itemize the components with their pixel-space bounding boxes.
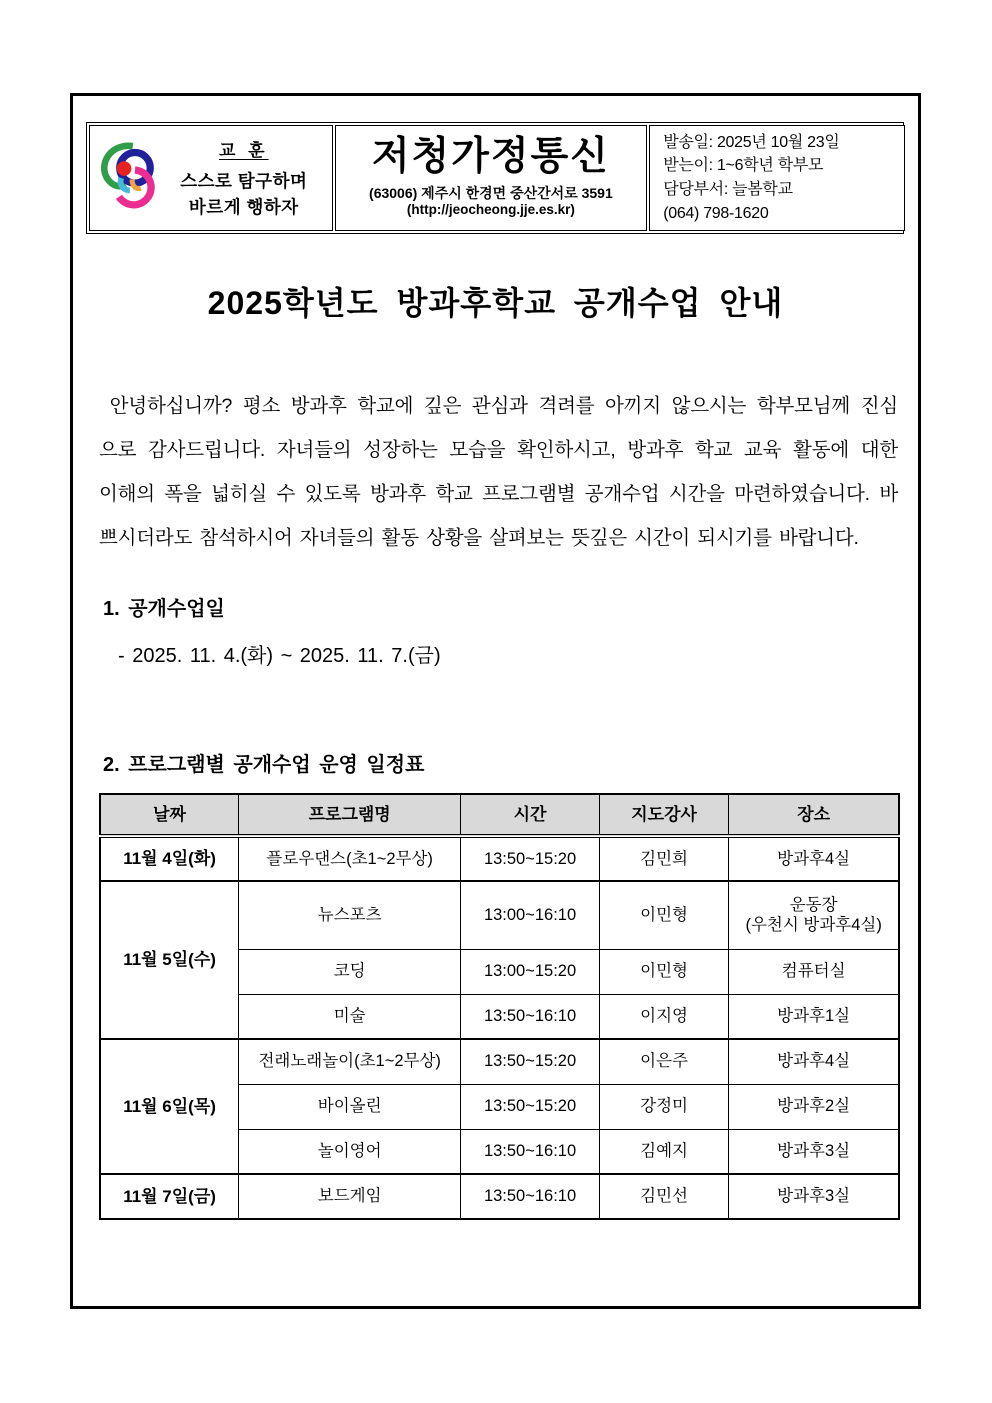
cell-place: 방과후4실: [729, 836, 899, 881]
cell-time: 13:50~15:20: [461, 836, 600, 881]
send-date: 발송일: 2025년 10월 23일: [663, 133, 840, 151]
schedule-table: [99, 793, 900, 1220]
section-1-heading: 1. 공개수업일: [103, 598, 225, 620]
cell-program: 코딩: [239, 949, 461, 994]
cell-instructor: 이은주: [599, 1039, 728, 1084]
cell-instructor: 김민희: [599, 836, 728, 881]
motto-line-2: 바르게 행하자: [188, 197, 299, 217]
table-row: [100, 881, 899, 949]
cell-place: 방과후3실: [729, 1174, 899, 1219]
column-header-instructor: 지도강사: [599, 794, 728, 836]
table-row: [100, 1039, 899, 1084]
cell-program: 전래노래놀이(초1~2무상): [239, 1039, 461, 1084]
cell-program: 바이올린: [239, 1084, 461, 1129]
cell-place: 방과후3실: [729, 1129, 899, 1174]
cell-instructor: 이민형: [599, 881, 728, 949]
masthead-motto-cell: [89, 125, 333, 231]
cell-program: 보드게임: [239, 1174, 461, 1219]
section-1-detail: - 2025. 11. 4.(화) ~ 2025. 11. 7.(금): [118, 645, 441, 667]
column-header-time: 시간: [461, 794, 600, 836]
school-logo: [90, 140, 164, 216]
letter-line: 이해의 폭을 넓히실 수 있도록 방과후 학교 프로그램별 공개수업 시간을 마련하였습니다. 바: [99, 483, 898, 505]
cell-date: 11월 6일(목): [100, 1039, 239, 1174]
masthead-title-cell: [335, 125, 648, 231]
motto-label: 교 훈: [219, 140, 269, 160]
letter-line: 안녕하십니까? 평소 방과후 학교에 깊은 관심과 격려를 아끼지 않으시는 학부모님께 진심: [99, 395, 898, 417]
cell-time: 13:00~16:10: [461, 881, 600, 949]
cell-program: 뉴스포츠: [239, 881, 461, 949]
document-page: [70, 93, 921, 1309]
masthead-grid: [89, 125, 901, 231]
cell-instructor: 김예지: [599, 1129, 728, 1174]
cell-program: 미술: [239, 994, 461, 1039]
cell-instructor: 김민선: [599, 1174, 728, 1219]
school-logo-icon: [95, 140, 159, 216]
cell-date: 11월 4일(화): [100, 836, 239, 881]
table-row: [100, 1174, 899, 1219]
cell-time: 13:50~15:20: [461, 1039, 600, 1084]
cell-instructor: 이민형: [599, 949, 728, 994]
letter-line: 쁘시더라도 참석하시어 자녀들의 활동 상황을 살펴보는 뜻깊은 시간이 되시기를 바랍니다.: [99, 527, 859, 549]
cell-place: 컴퓨터실: [729, 949, 899, 994]
cell-place: 방과후4실: [729, 1039, 899, 1084]
motto-line-1: 스스로 탐구하며: [180, 170, 308, 191]
cell-time: 13:00~15:20: [461, 949, 600, 994]
section-2-heading: 2. 프로그램별 공개수업 운영 일정표: [103, 754, 425, 776]
masthead-info-cell: [649, 125, 905, 231]
cell-instructor: 이지영: [599, 994, 728, 1039]
phone-number: (064) 798-1620: [663, 204, 769, 222]
cell-date: 11월 5일(수): [100, 881, 239, 1039]
school-address: (63006) 제주시 한경면 중산간서로 3591: [369, 184, 613, 201]
cell-instructor: 강정미: [599, 1084, 728, 1129]
masthead: [86, 122, 904, 234]
letter-body: [99, 384, 898, 560]
cell-time: 13:50~16:10: [461, 1174, 600, 1219]
cell-program: 놀이영어: [239, 1129, 461, 1174]
letter-line: 으로 감사드립니다. 자녀들의 성장하는 모습을 확인하시고, 방과후 학교 교육 활동에 대한: [99, 439, 898, 461]
cell-place: 방과후1실: [729, 994, 899, 1039]
column-header-place: 장소: [729, 794, 899, 836]
column-header-date: 날짜: [100, 794, 239, 836]
school-website: (http://jeocheong.jje.es.kr): [406, 202, 575, 218]
cell-time: 13:50~16:10: [461, 994, 600, 1039]
motto-text-block: [164, 136, 332, 221]
cell-place-line1: 운동장: [789, 895, 838, 914]
table-header-row: [100, 794, 899, 836]
cell-time: 13:50~15:20: [461, 1084, 600, 1129]
cell-program: 플로우댄스(초1~2무상): [239, 836, 461, 881]
column-header-program: 프로그램명: [239, 794, 461, 836]
cell-place: 방과후2실: [729, 1084, 899, 1129]
cell-date: 11월 7일(금): [100, 1174, 239, 1219]
recipient: 받는이: 1~6학년 학부모: [663, 157, 824, 175]
page-title: 2025학년도 방과후학교 공개수업 안내: [207, 285, 784, 321]
newsletter-title: 저청가정통신: [371, 134, 610, 178]
cell-place: [729, 881, 899, 949]
department: 담당부서: 늘봄학교: [663, 181, 793, 198]
cell-time: 13:50~16:10: [461, 1129, 600, 1174]
cell-place-line2: (우천시 방과후4실): [745, 916, 882, 935]
table-row: [100, 836, 899, 881]
